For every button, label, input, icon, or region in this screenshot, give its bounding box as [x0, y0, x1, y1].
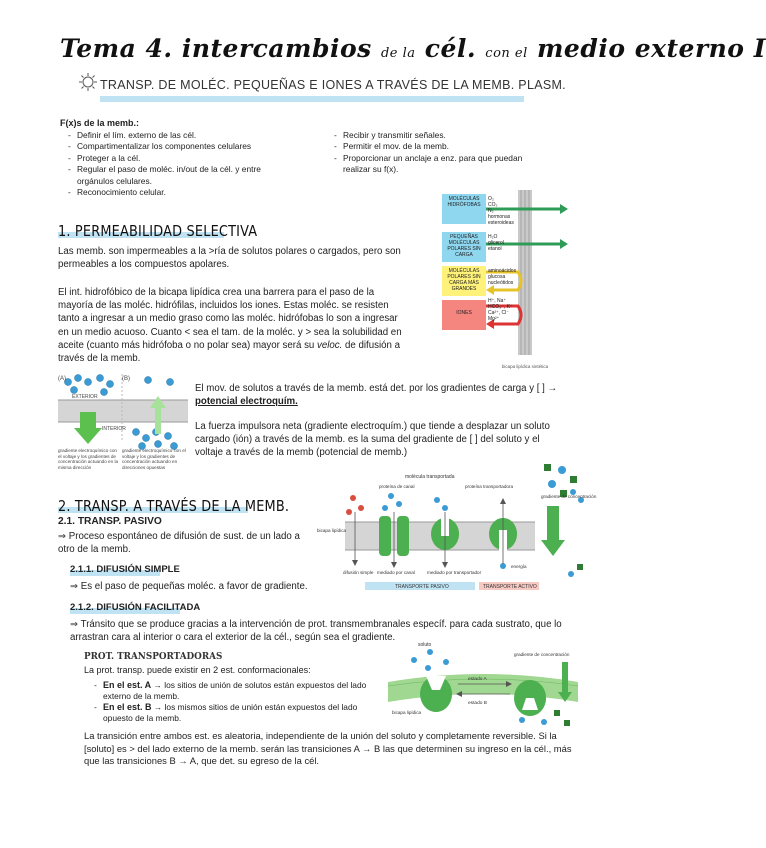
section1-p3-text: El mov. de solutos a través de la memb. está det. por los gradientes de carga y [ ] →	[195, 383, 558, 394]
state-b-text: → los mismos sitios de unión están expuestos del lado opuesto de la memb.	[103, 702, 358, 723]
functions-left-list	[64, 130, 314, 198]
heading-2-1-2: 2.1.2. DIFUSIÓN FACILITADA	[70, 602, 201, 613]
box-items: O₂ CO₂ N₂ hormonas esteroideas	[488, 196, 514, 226]
list-item: - Compartimentalizar los componentes celulares	[64, 141, 314, 152]
list-item: - Proteger a la cél.	[64, 153, 314, 164]
page-title	[60, 34, 766, 63]
heading-2-1-1: 2.1.1. DIFUSIÓN SIMPLE	[70, 564, 180, 575]
passive-label: TRANSPORTE PASIVO	[395, 584, 449, 590]
carrier-label: proteína transportadora	[465, 484, 514, 489]
prot-intro: La prot. transp. puede existir en 2 est. conformacionales:	[84, 665, 311, 675]
list-item: - Regular el paso de moléc. in/out de la cél. y entre orgánulos celulares.	[64, 164, 292, 187]
subtitle: TRANSP. DE MOLÉC. PEQUEÑAS E IONES A TRAVÉS DE LA MEMB. PLASM.	[100, 78, 566, 92]
functions-title: F(x)s de la memb.:	[60, 118, 140, 128]
section1-p2-italic: veloc.	[317, 339, 343, 351]
box-items: H⁺, Na⁺ HCO₃⁻, K⁺ Ca²⁺, Cl⁻ Mg²⁺	[488, 298, 513, 322]
title-de-la: de la	[380, 46, 416, 61]
gradient-label: gradiente de concentración	[514, 652, 570, 657]
pass-arrowhead	[560, 204, 568, 214]
section1-p2	[58, 286, 408, 365]
section2-p211: ⇒ Es el paso de pequeñas moléc. a favor de gradiente.	[70, 581, 308, 592]
section1-p2-end: de difusión a través de la memb.	[58, 339, 400, 365]
subtitle-highlight	[100, 96, 524, 102]
section1-heading: 1. PERMEABILIDAD SELECTIVA	[58, 222, 258, 240]
section2-p21: ⇒ Proceso espontáneo de difusión de sust. de un lado a otro de la memb.	[58, 531, 300, 556]
title-con-el: con el	[485, 46, 528, 61]
membrane-band	[58, 400, 188, 422]
caption-a: gradiente electroquímico con el voltaje y los gradientes de concentración actuando en la misma dirección	[58, 448, 119, 470]
bilayer-label: bicapa lipídica	[317, 528, 347, 533]
heading-2-1: 2.1. TRANSP. PASIVO	[58, 516, 162, 527]
prot-heading: PROT. TRANSPORTADORAS	[84, 652, 223, 662]
carrier-figure	[388, 640, 578, 735]
title-intercambios: intercambios	[181, 34, 372, 63]
section2-final: La transición entre ambos est. es aleatoria, independiente de la unión del soluto y completamente reversible. Si la [soluto] es > del lado externo de la memb. serán las transiciones A → B las que determinen su ingreso en la cél., más que las transiciones B → A, que det. su egreso de la cél.	[84, 730, 572, 767]
section2-heading: 2. TRANSP. A TRAVÉS DE LA MEMB.	[58, 497, 290, 515]
state-a-text: → los sitios de unión de solutos están expuestos del lado externo de la memb.	[103, 680, 367, 701]
bilayer-label: bicapa lipídica sintética	[501, 364, 549, 369]
title-medio-externo: medio externo	[536, 34, 745, 63]
exterior-label: EXTERIOR	[72, 394, 98, 400]
list-item	[90, 680, 385, 702]
section2-p212: ⇒ Tránsito que se produce gracias a la intervención de prot. transmembranales específ. para cada sustrato, que lo arrastran cara al interior o cara el exterior de la cél., según sea el gradiente.	[70, 619, 562, 644]
section1-p2-text: El int. hidrofóbico de la bicapa lipídica crea una barrera para el paso de la mayoría de las moléc. hidrófilas, incluidos los iones. Estas moléc. se resisten tanto a ingresar a un medio graso como las moléc. hidrófobas lo son a ingresar en un medio acuoso. Cuanto < sea el tam. de la moléc. y > sea la solubilidad en aceite (cuanto más hidrófoba o no polar sea) mayor será su	[58, 287, 402, 351]
state-b-label: estado B	[468, 701, 487, 706]
bilayer-label: bicapa lipídica	[392, 710, 422, 715]
functions-right-list	[330, 130, 560, 176]
state-a-bold: En el est. A	[103, 680, 152, 690]
box-items: H₂O glicerol etanol	[488, 234, 504, 252]
state-a-label: estado A	[468, 677, 487, 682]
title-tema: Tema 4.	[60, 34, 173, 63]
state-b-bold: En el est. B	[103, 702, 152, 712]
active-label: TRANSPORTE ACTIVO	[483, 584, 537, 590]
title-cel: cél.	[424, 34, 477, 63]
channel-mediated-label: mediado por canal	[377, 570, 415, 575]
electrochemical-potential: potencial electroquím.	[195, 396, 298, 408]
title-roman: I	[753, 34, 766, 63]
energy-label: energía	[511, 564, 527, 569]
box-label: IONES	[456, 310, 472, 316]
gradient-label: gradiente de concentración	[541, 494, 597, 499]
list-item: - Proporcionar un anclaje a enz. para que puedan realizar su f(x).	[330, 153, 543, 176]
list-item: - Reconocimiento celular.	[64, 187, 314, 198]
box-label: PEQUEÑAS MOLÉCULAS POLARES SIN CARGA	[447, 234, 481, 258]
list-item: - Permitir el mov. de la memb.	[330, 141, 560, 152]
section1-p3	[195, 382, 565, 408]
states-list	[90, 680, 385, 724]
interior-label: INTERIOR	[102, 426, 126, 432]
list-item: - Recibir y transmitir señales.	[330, 130, 560, 141]
solute-label: soluto	[418, 642, 432, 648]
box-items: aminoácidos glucosa nucleótidos	[488, 268, 517, 286]
carrier-mediated-label: mediado por transportador	[427, 570, 482, 575]
transport-figure	[315, 468, 597, 594]
box-label: MOLÉCULAS HIDRÓFOBAS	[447, 196, 481, 208]
label-a: (A)	[58, 376, 66, 382]
simple-label: difusión simple	[343, 570, 374, 575]
label-b: (B)	[122, 376, 130, 382]
box-label: MOLÉCULAS POLARES SIN CARGA MÁS GRANDES	[447, 268, 481, 292]
caption-b: gradiente electroquímico con el voltaje y los gradientes de concentración actuando en direcciones opuestas	[122, 448, 186, 470]
list-item: - Definir el lím. externo de las cél.	[64, 130, 314, 141]
list-item	[90, 702, 385, 724]
virus-icon	[78, 72, 98, 92]
transported-label: molécula transportada	[405, 474, 455, 480]
section1-p4: La fuerza impulsora neta (gradiente electroquím.) que tiende a desplazar un soluto cargado (ión) a través de la memb. es la suma del gradiente de [ ] del soluto y el voltaje a través de la memb (potencial de memb.)	[195, 421, 550, 459]
channel-label: proteína de canal	[379, 484, 415, 489]
section1-p1: Las memb. son impermeables a la >ría de solutos polares o cargados, pero son permeables a los compuestos apolares.	[58, 246, 401, 271]
